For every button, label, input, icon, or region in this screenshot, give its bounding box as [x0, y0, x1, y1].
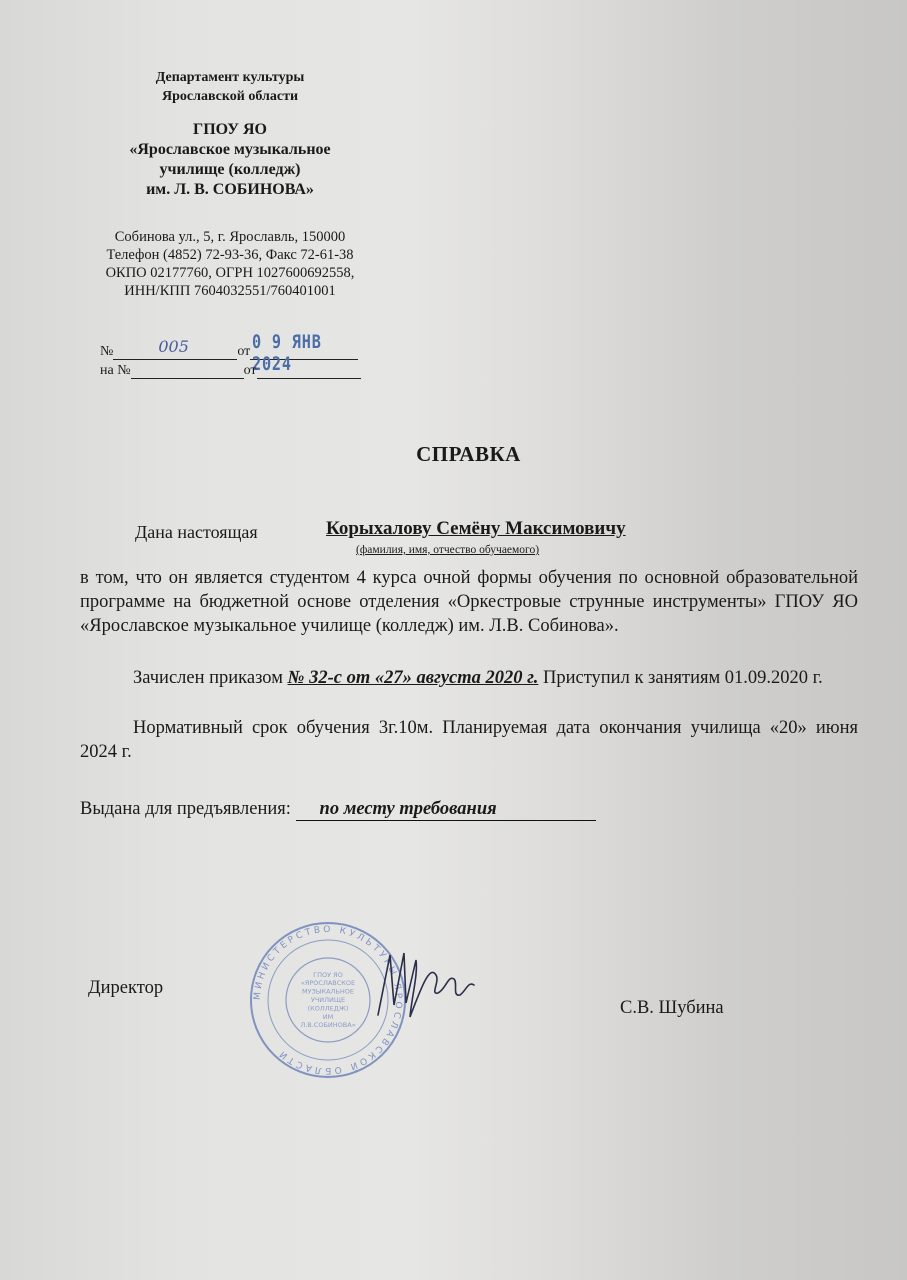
- director-title: Директор: [88, 978, 164, 998]
- study-term-paragraph: [80, 716, 858, 764]
- date-field: [250, 331, 358, 375]
- order-reference: № 32-с от «27» августа 2020 г.: [287, 668, 539, 688]
- organization-header: [60, 120, 400, 200]
- study-term-text: Нормативный срок обучения 3г.10м. Планируемая дата окончания училища «20» июня 2024 г.: [80, 718, 858, 762]
- document-title: СПРАВКА: [416, 442, 521, 466]
- org-line: ГПОУ ЯО: [193, 121, 267, 138]
- from-label: от: [237, 344, 251, 359]
- seal-center-line: ГПОУ ЯО: [313, 970, 343, 979]
- ref-number-field: [131, 362, 244, 379]
- enrollment-paragraph: [80, 666, 858, 690]
- issued-label: Выдана для предъявления:: [80, 799, 291, 819]
- org-line: им. Л. В. СОБИНОВА»: [146, 181, 314, 198]
- name-hint: (фамилия, имя, отчество обучаемого): [356, 544, 540, 556]
- seal-center-line: ИМ: [322, 1012, 334, 1021]
- phone-line: Телефон (4852) 72-93-36, Факс 72-61-38: [106, 247, 354, 263]
- issued-for-row: [80, 799, 596, 821]
- okpo-line: ОКПО 02177760, ОГРН 1027600692558,: [105, 265, 355, 281]
- reference-number-row: [100, 362, 361, 379]
- date-stamp: 0 9 ЯНВ 2024: [252, 331, 322, 375]
- issued-value: по месту требования: [296, 799, 596, 821]
- seal-ring-text: МИНИСТЕРСТВО КУЛЬТУРЫ ЯРОСЛАВСКОЙ ОБЛАСТИ: [252, 924, 404, 1076]
- org-line: «Ярославское музыкальное: [129, 141, 331, 158]
- inn-line: ИНН/КПП 7604032551/760401001: [124, 283, 336, 299]
- department-line: Ярославской области: [161, 89, 299, 104]
- given-label: Дана настоящая: [135, 522, 258, 542]
- organization-address: [60, 228, 400, 300]
- handwritten-number: 005: [158, 337, 189, 356]
- org-line: училище (колледж): [159, 161, 301, 178]
- number-label: №: [100, 344, 114, 359]
- department-header: [60, 68, 400, 106]
- enrollment-prefix: Зачислен приказом: [133, 668, 283, 688]
- ref-from-label: от: [243, 363, 257, 378]
- seal-center-line: УЧИЛИЩЕ: [310, 996, 346, 1004]
- ref-date-field: [257, 362, 361, 379]
- seal-center-line: МУЗЫКАЛЬНОЕ: [302, 987, 354, 996]
- number-field: [113, 337, 237, 360]
- director-signature: [370, 945, 480, 1030]
- department-line: Департамент культуры: [155, 70, 305, 85]
- seal-center-line: (КОЛЛЕДЖ): [307, 1004, 349, 1013]
- ref-label: на №: [100, 363, 131, 378]
- enrollment-suffix: Приступил к занятиям 01.09.2020 г.: [542, 668, 823, 688]
- seal-center-line: Л.В.СОБИНОВА»: [300, 1021, 356, 1030]
- director-name: С.В. Шубина: [620, 998, 724, 1018]
- address-line: Собинова ул., 5, г. Ярославль, 150000: [114, 229, 346, 245]
- signature-stroke: [378, 953, 474, 1017]
- status-paragraph: в том, что он является студентом 4 курса очной формы обучения по основной образовательной программе на бюджетной основе отделения «Оркестровые струнные инструменты» ГПОУ ЯО «Ярославское музыкальное училище (колледж) им. Л.В. Собинова».: [80, 568, 858, 636]
- seal-center-line: «ЯРОСЛАВСКОЕ: [300, 979, 356, 988]
- student-name: Корыхалову Семёну Максимовичу: [326, 518, 626, 539]
